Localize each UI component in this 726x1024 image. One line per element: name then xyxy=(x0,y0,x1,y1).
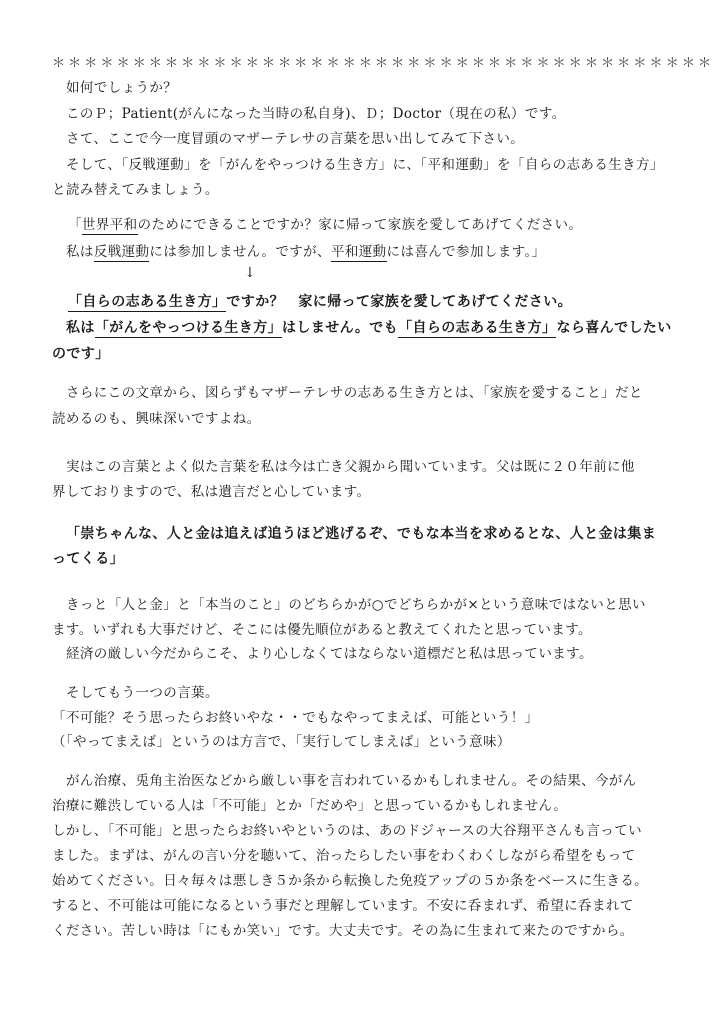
underlined-text: 世界平和 xyxy=(81,217,138,233)
text-line: 実はこの言葉とよく似た言葉を私は今は亡き父親から聞いています。父は既に２０年前に他 xyxy=(66,459,635,475)
down-arrow-icon: ↓ xyxy=(244,265,256,281)
underlined-text: 「がんをやっつける生き方」 xyxy=(94,320,283,336)
text-line: このＰ；Patient(がんになった当時の私自身)、Ｄ；Doctor（現在の私）です。 xyxy=(66,106,566,122)
bold-line: ってくる」 xyxy=(52,551,124,567)
text-line: 如何でしょうか？ xyxy=(66,80,178,96)
text-line: 「不可能？そう思ったらお終いやな・・でもなやってまえば、可能という！」 xyxy=(52,710,539,726)
underlined-text: 「自らの志ある生き方」 xyxy=(68,294,227,310)
text-line: 始めてください。日々毎々は悪しき５か条から転換した免疫アップの５か条をベースに生きる。 xyxy=(52,873,649,889)
text-line: がん治療、兎角主治医などから厳しい事を言われているかもしれません。その結果、今がん xyxy=(66,773,637,789)
text-span: 「 xyxy=(68,217,82,233)
text-line: ました。まずは、がんの言い分を聴いて、治ったらしたい事をわくわくしながら希望をもって xyxy=(52,848,636,864)
bold-line xyxy=(68,292,572,312)
text-line: （「やってまえば」というのは方言で、「実行してしまえば」という意味） xyxy=(52,734,511,750)
text-span: なら喜んでしたい xyxy=(556,320,672,336)
text-line: 読めるのも、興味深いですよね。 xyxy=(52,411,261,427)
text-line: ます。いずれも大事だけど、そこには優先順位があると教えてくれたと思っています。 xyxy=(52,622,592,638)
text-span: には喜んで参加します。」 xyxy=(386,244,546,260)
text-span: はしません。でも xyxy=(282,320,399,336)
quote-line xyxy=(66,242,546,262)
underlined-text: 反戦運動 xyxy=(93,244,150,260)
text-span: には参加しません。ですが、 xyxy=(149,244,331,260)
bold-line xyxy=(66,318,672,338)
quote-line xyxy=(68,215,582,235)
text-line: と読み替えてみましょう。 xyxy=(52,182,219,198)
text-line: そして、「反戦運動」を「がんをやっつける生き方」に、「平和運動」を「自らの志ある生き方」 xyxy=(66,157,664,173)
text-line: ください。苦しい時は「にもか笑い」です。大丈夫です。その為に生まれて来たのですから。 xyxy=(52,923,634,939)
text-line: さらにこの文章から、図らずもマザーテレサの志ある生き方とは、「家族を愛すること」だと xyxy=(66,385,643,401)
underlined-text: 「自らの志ある生き方」 xyxy=(398,320,557,336)
text-span: ですか？ 家に帰って家族を愛してあげてください。 xyxy=(226,294,573,310)
text-line: すると、不可能は可能になるという事だと理解しています。不安に呑まれず、希望に呑まれて xyxy=(52,898,634,914)
text-line: 治療に難渋している人は「不可能」とか「だめや」と思っているかもしれません。 xyxy=(52,798,568,814)
underlined-text: 平和運動 xyxy=(330,244,387,260)
text-line: 界しておりますので、私は遺言だと心しています。 xyxy=(52,484,371,500)
bold-line: 「崇ちゃんな、人と金は追えば追うほど逃げるぞ、でもな本当を求めるとな、人と金は集ま xyxy=(66,526,657,542)
text-line: さて、ここで今一度冒頭のマザーテレサの言葉を思い出してみて下さい。 xyxy=(66,131,525,147)
text-span: 私は xyxy=(66,320,95,336)
text-line: しかし、「不可能」と思ったらお終いやというのは、あのドジャースの大谷翔平さんも言ってい xyxy=(52,823,643,839)
text-line: 経済の厳しい今だからこそ、より心しなくてはならない道標だと私は思っています。 xyxy=(66,646,593,662)
text-span: 私は xyxy=(66,244,94,260)
text-line: そしてもう一つの言葉。 xyxy=(66,685,219,701)
bold-line: のです」 xyxy=(52,346,110,362)
separator-stars: ＊＊＊＊＊＊＊＊＊＊＊＊＊＊＊＊＊＊＊＊＊＊＊＊＊＊＊＊＊＊＊＊＊＊＊＊＊＊＊＊＊ xyxy=(52,56,715,71)
text-span: のためにできることですか？家に帰って家族を愛してあげてください。 xyxy=(137,217,583,233)
text-line: きっと「人と金」と「本当のこと」のどちらかが○でどちらかが×という意味ではないと思い xyxy=(66,597,646,613)
